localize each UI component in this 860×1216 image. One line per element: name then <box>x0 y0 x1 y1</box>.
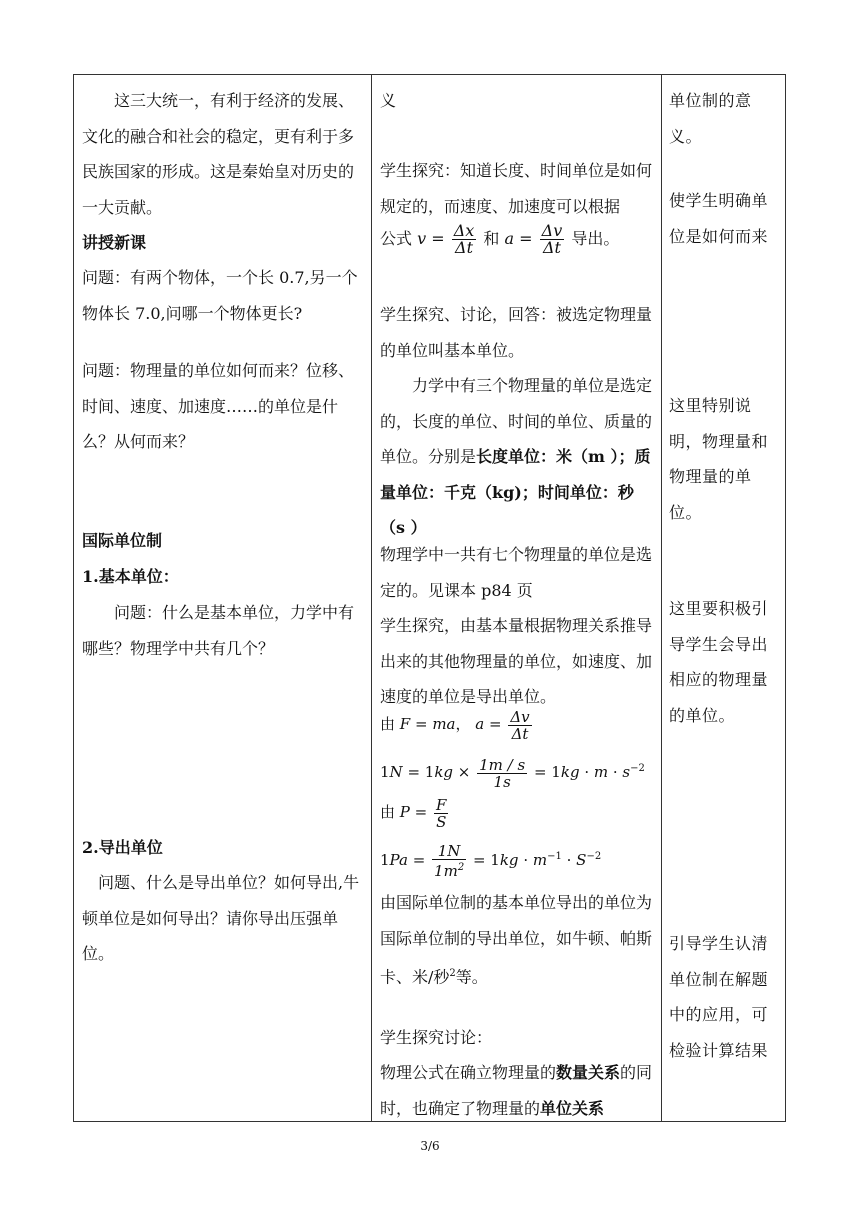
heading-base-units: 1.基本单位： <box>82 567 179 586</box>
column-divider <box>661 75 662 1121</box>
question-length: 问题：有两个物体，一个长 0.7,另一个物体长 7.0,问哪一个物体更长? <box>82 268 358 323</box>
explore-definition: 学生探究：知道长度、时间单位是如何规定的，而速度、加速度可以根据 <box>380 161 653 216</box>
lesson-table <box>73 74 786 1122</box>
question-derived-units: 问题、什么是导出单位？如何导出,牛顿单位是如何导出？请你导出压强单位。 <box>82 873 360 963</box>
heading-si: 国际单位制 <box>82 531 163 550</box>
explore-derived: 学生探究，由基本量根据物理关系推导出来的其他物理量的单位，如速度、加速度的单位是导出单位。 <box>380 616 653 706</box>
column-divider <box>371 75 372 1121</box>
mechanics-base-units: 力学中有三个物理量的单位是选定的，长度的单位、时间的单位、质量的单位。分别是长度单位：米（m ）；质量单位：千克（kg)；时间单位：秒（s ） <box>380 376 653 537</box>
note-quantity-vs-unit: 这里特别说明，物理量和物理量的单位。 <box>669 396 769 522</box>
pressure-formula: 由 P = $\frac{F}{S}$ <box>380 795 447 831</box>
heading-derived-units: 2.导出单位 <box>82 838 163 857</box>
seven-base-quantities: 物理学中一共有七个物理量的单位是选定的。见课本 p84 页 <box>380 545 653 600</box>
formula-relations: 物理公式在确立物理量的数量关系的同时，也确定了物理量的单位关系 <box>380 1063 653 1118</box>
continuation-text: 义 <box>380 91 397 110</box>
note-unit-origin: 使学生明确单位是如何而来 <box>669 191 769 246</box>
discussion-heading: 学生探究讨论： <box>380 1028 493 1047</box>
note-problem-solving: 引导学生认清单位制在解题中的应用，可检验计算结果 <box>669 934 769 1060</box>
si-derived-units: 由国际单位制的基本单位导出的单位为国际单位制的导出单位，如牛顿、帕斯卡、米/秒$^2$等。 <box>380 893 653 987</box>
design-intent-column <box>669 75 781 1121</box>
intro-paragraph: 这三大统一，有利于经济的发展、文化的融合和社会的稳定，更有利于多民族国家的形成。这是秦始皇对历史的一大贡献。 <box>82 91 355 217</box>
teaching-content-column <box>82 75 368 1121</box>
heading-new-lesson: 讲授新课 <box>82 233 147 252</box>
newton-law-formula: 由 F = ma， a = $\frac{\Delta v}{\Delta t}$ <box>380 707 530 743</box>
velocity-acceleration-formula: 公式 v = $\frac{\Delta x}{\Delta t}$ 和 a = $\frac{\Delta v}{\Delta t}$ 导出。 <box>380 221 620 257</box>
note-derive-units: 这里要积极引导学生会导出相应的物理量的单位。 <box>669 599 769 725</box>
question-base-units: 问题：什么是基本单位，力学中有哪些？物理学中共有几个？ <box>82 603 355 658</box>
student-activity-column <box>380 75 658 1121</box>
pascal-unit-derivation: 1Pa = $\frac{1N}{1m^2}$ = $1kg \cdot m^{-1} \cdot S^{-2}$ <box>380 842 602 880</box>
explore-base-units: 学生探究、讨论，回答：被选定物理量的单位叫基本单位。 <box>380 305 653 360</box>
question-units: 问题：物理量的单位如何而来？位移、时间、速度、加速度……的单位是什么？从何而来？ <box>82 361 355 451</box>
newton-unit-derivation: 1N = 1kg × $\frac{1m / s}{1s}$ = $1kg \cdot m \cdot s^{-2}$ <box>380 755 645 791</box>
note-meaning: 单位制的意义。 <box>669 91 752 146</box>
page-number: 3/6 <box>420 1139 440 1153</box>
